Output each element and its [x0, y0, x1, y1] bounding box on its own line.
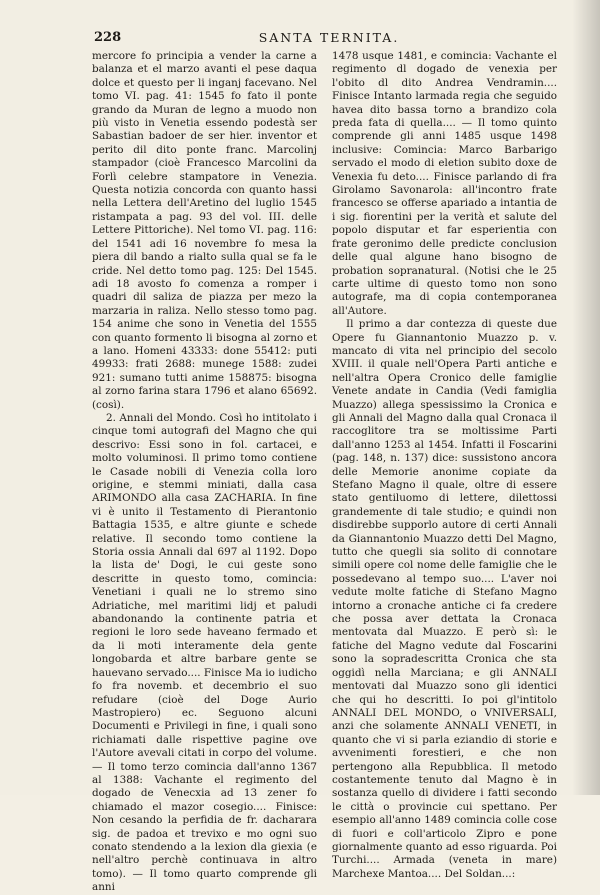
page-edge-shadow [572, 0, 600, 795]
right-column [332, 50, 557, 881]
paragraph: mercore fo principia a vender la carne a balanza et el marzo avanti el pese daqua dolce et questo per li inganj facevano. Nel tomo VI. pag. 41: 1545 fo fato il ponte grando da Muran de legno a muodo non più visto in Venetia essendo podestà ser Sabastian badoer de ser hier. inventor et perito dil dito ponte franc. Marcolinj stampador (cioè Francesco Marcolini da Forlì celebre stampatore in Venezia. Questa notizia concorda con quanto hassi nella Lettera dell'Aretino del luglio 1545 ristampata a pag. 93 del vol. III. delle Lettere Pittoriche). Nel tomo VI. pag. 116: del 1541 adi 16 novembre fo mesa la piera dil bando a rialto sulla qual se fa le cride. Nel detto tomo pag. 125: Del 1545. adi 18 avosto fo comenza a romper i quadri dil saliza de piazza per mezo la marzaria in raliza. Nello stesso tomo pag. 154 anime che sono in Venetia del 1555 con quanto formento li bisogna al zorno et a lano. Homeni 43333: done 55412: puti 49933: frati 2688: munege 1588: zudei 921: sumano tutti anime 158875: bisogna al zorno farina stara 1796 et alano 65692. (così). [92, 50, 317, 411]
paragraph: 1478 usque 1481, e comincia: Vachante el regimento dl dogado de venexia per l'obito dl dito Andrea Vendramin.... Finisce Intanto larmada regia che seguido havea dito bassa torno a brandizo cola preda fata di quella.... — Il tomo quinto comprende gli anni 1485 usque 1498 inclusive: Comincia: Marco Barbarigo servado el modo di eletion subito doxe de Venexia fu deto.... Finisce parlando di fra Girolamo Savonarola: all'incontro frate francesco se offerse apariado a intantia de i sig. fiorentini per la verità et salute del popolo disputar et far esperientia con frate geronimo delle predicte conclusion delle qual algune hano bisogno de probation sopranatural. (Notisi che le 25 carte ultime di questo tomo non sono autografe, ma di copia contemporanea all'Autore. [332, 50, 557, 317]
paragraph: 2. Annali del Mondo. Così ho intitolato i cinque tomi autografi del Magno che qui descrivo: Essi sono in fol. cartacei, e molto voluminosi. Il primo tomo contiene le Casade nobili di Venezia colla loro origine, e stemmi miniati, dalla casa ARIMONDO alla casa ZACHARIA. In fine vi è unito il Testamento di Pierantonio Battagia 1535, e altre giunte e schede relative. Il secondo tomo contiene la Storia ossia Annali dal 697 al 1192. Dopo la lista de' Dogi, le cui geste sono descritte in questo tomo, comincia: Venetiani i quali ne lo stremo sino Adriatiche, mel maritimi lidj et paludi abandonando la continente patria et regioni le loro sede haveano fermado et da li moti interamente dela gente longobarda et altre barbare gente se hauevano servado.... Finisce Ma io iudicho fo fra novemb. et decembrio el suo refudare (cioè del Doge Aurio Mastropiero) ec. Seguono alcuni Documenti e Privilegi in fine, i quali sono richiamati dalle rispettive pagine ove l'Autore avevali citati in corpo del volume. — Il tomo terzo comincia dall'anno 1367 al 1388: Vachante el regimento del dogado de Venecxia ad 13 zener fo chiamado el mazor cosegio.... Finisce: Non cesando la perfidia de fr. dacharara sig. de padoa et trevixo e mo ogni suo conato stendendo a la lexion dla giexia (e nell'altro perchè continuava in altro tomo). — Il tomo quarto comprende gli anni [92, 411, 317, 894]
page-number: 228 [94, 30, 122, 45]
left-column [92, 50, 317, 895]
paragraph: Il primo a dar contezza di queste due Opere fu Giannantonio Muazzo p. v. mancato di vita nel principio del secolo XVIII. il quale nell'Opera Parti antiche e nell'altra Opera Cronico delle famiglie Venete andate in Candia (Vedi famiglia Muazzo) allega spessissimo la Cronica e gli Annali del Magno dalla qual Cronaca il raccoglitore tra se moltissime Parti dall'anno 1253 al 1454. Infatti il Foscarini (pag. 148, n. 137) dice: sussistono ancora delle Memorie anonime copiate da Stefano Magno il quale, oltre di essere stato gentiluomo di lettere, dilettossi grandemente di tale studio; e quindi non disdirebbe supporlo autore di certi Annali da Giannantonio Muazzo detti Del Magno, tutto che quegli sia solito di connotare simili opere col nome delle famiglie che le possedevano al tempo suo.... L'aver noi vedute molte fatiche di Stefano Magno intorno a cronache antiche ci fa credere che possa aver dettata la Cronaca mentovata dal Muazzo. E però sì: le fatiche del Magno vedute dal Foscarini sono la sopradescritta Cronica che sta oggidì nella Marciana; e gli ANNALI mentovati dal Muazzo sono gli identici che qui ho descritti. Io poi gl'intitolo ANNALI DEL MONDO, o VNIVERSALI, anzi che solamente ANNALI VENETI, in quanto che vi si parla eziandio di storie e avvenimenti forestieri, e che non pertengono alla Repubblica. Il metodo costantemente tenuto dal Magno è in sostanza quello di dividere i fatti secondo le città o provincie cui spettano. Per esempio all'anno 1489 comincia colle cose di fuori e coll'articolo Zipro e pone giornalmente quanto ad esso riguarda. Poi Turchi.... Armada (veneta in mare) Marchexe Mantoa.... Del Soldan...: [332, 318, 557, 880]
page-header [94, 30, 564, 46]
running-head: SANTA TERNITA. [258, 30, 400, 45]
